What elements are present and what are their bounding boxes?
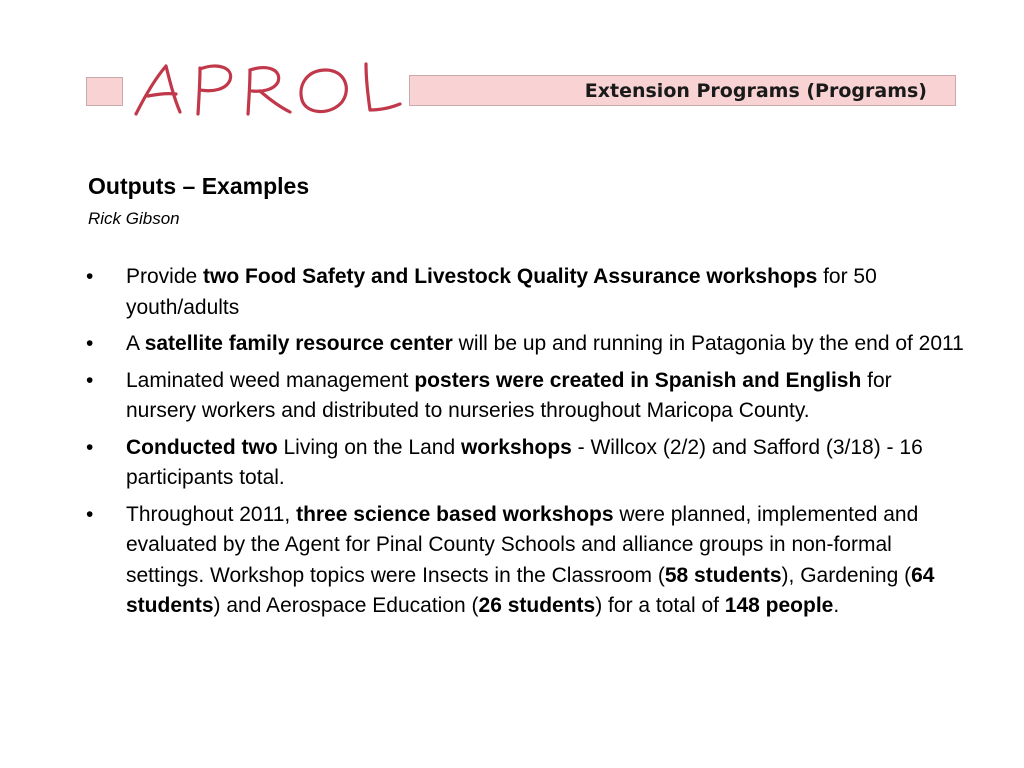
- bullet-text: ) and Aerospace Education (: [213, 594, 479, 617]
- bullet-text: Living on the Land: [277, 435, 461, 459]
- bullet-text: Laminated weed management: [126, 368, 415, 392]
- bullet-text: for 50 youth/adults: [126, 265, 877, 319]
- bullet-marker: •: [86, 332, 94, 355]
- bullet-text: A: [126, 332, 145, 355]
- bullet-marker: •: [86, 435, 94, 459]
- bullet-bold-text: two Food Safety and Livestock Quality Assurance workshops: [203, 265, 818, 288]
- bullet-bold-text: three science based workshops: [296, 502, 614, 526]
- bullet-list: [86, 262, 966, 628]
- bullet-item: [86, 433, 966, 494]
- aprol-logo: [130, 58, 405, 124]
- bullet-text: will be up and running in Patagonia by the end of 2011: [452, 332, 964, 355]
- bullet-text: .: [833, 594, 840, 617]
- bullet-bold-text: 58 students: [664, 563, 782, 587]
- bullet-bold-text: 148 people: [724, 594, 834, 617]
- bullet-text: ) for a total of: [595, 594, 725, 617]
- bullet-text: were planned, implemented and evaluated by the Agent for Pinal County Schools and alliance groups in non-formal settings. Workshop topics were Insects in the Classroom (: [126, 502, 919, 587]
- page-title: Outputs – Examples: [88, 173, 310, 199]
- bullet-bold-text: Conducted two: [126, 435, 278, 459]
- banner-title-bar: [409, 75, 956, 106]
- bullet-text: - Willcox (2/2) and Safford (3/18) - 16 participants total.: [126, 435, 923, 489]
- bullet-item: [86, 329, 966, 360]
- author-name: Rick Gibson: [88, 209, 180, 228]
- bullet-bold-text: 26 students: [478, 594, 596, 617]
- bullet-bold-text: 64 students: [126, 563, 935, 617]
- bullet-item: [86, 262, 966, 323]
- bullet-marker: •: [86, 265, 94, 288]
- bullet-marker: •: [86, 368, 94, 392]
- bullet-marker: •: [86, 502, 94, 526]
- bullet-text: ), Gardening (: [781, 563, 912, 587]
- bullet-item: [86, 366, 966, 427]
- bullet-text: Throughout 2011,: [126, 502, 297, 526]
- bullet-item: [86, 500, 966, 622]
- bullet-text: for nursery workers and distributed to nurseries throughout Maricopa County.: [126, 368, 892, 422]
- bullet-text: Provide: [126, 265, 204, 288]
- banner-title: Extension Programs (Programs): [584, 80, 927, 102]
- bullet-bold-text: workshops: [460, 435, 572, 459]
- bullet-bold-text: satellite family resource center: [144, 332, 453, 355]
- bullet-bold-text: posters were created in Spanish and English: [414, 368, 862, 392]
- banner-left-accent: [86, 77, 123, 106]
